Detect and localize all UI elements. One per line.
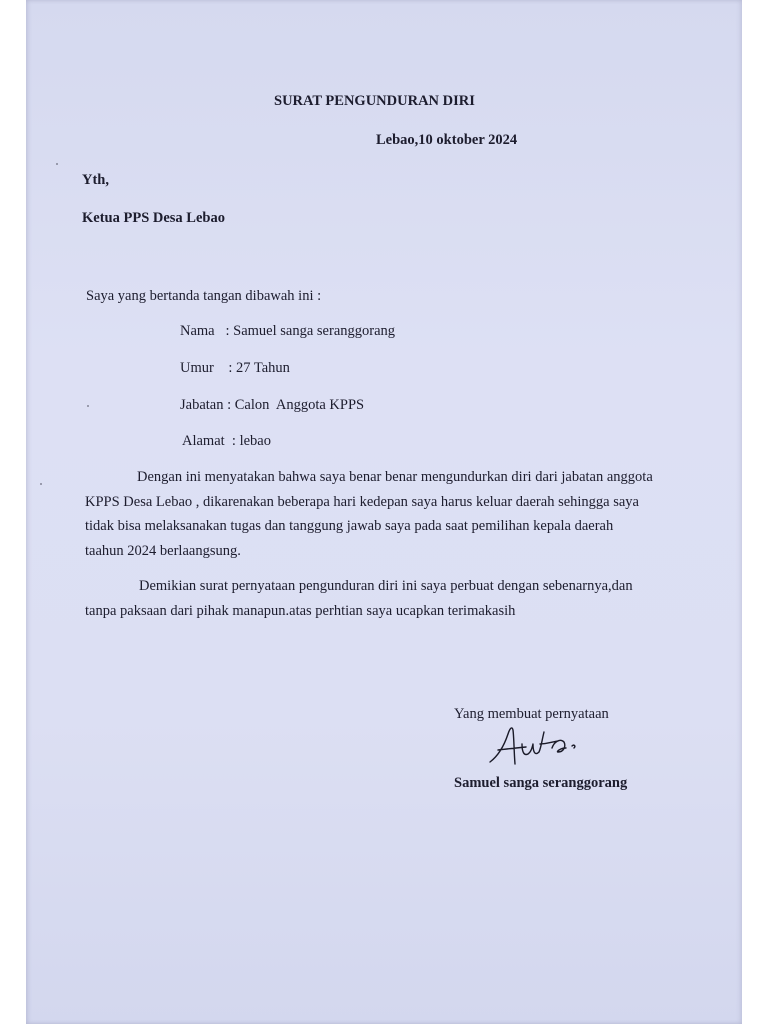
body-paragraph-1-line-4: taahun 2024 berlaangsung.	[85, 543, 241, 559]
recipient: Ketua PPS Desa Lebao	[82, 210, 225, 226]
field-address: Alamat : lebao	[182, 433, 271, 449]
letter-paper	[26, 0, 742, 1024]
paper-speck	[56, 163, 58, 165]
body-paragraph-1-line-3: tidak bisa melaksanakan tugas dan tanggung jawab saya pada saat pemilihan kepala daerah	[85, 518, 614, 534]
body-paragraph-2-line-2: tanpa paksaan dari pihak manapun.atas perhtian saya ucapkan terimakasih	[85, 603, 516, 619]
paper-speck	[87, 405, 89, 407]
body-paragraph-1-line-2: KPPS Desa Lebao , dikarenakan beberapa hari kedepan saya harus keluar daerah sehingga saya	[85, 494, 639, 510]
signatory-name: Samuel sanga seranggorang	[454, 775, 628, 791]
closing-line: Yang membuat pernyataan	[454, 706, 609, 722]
place-date: Lebao,10 oktober 2024	[376, 132, 518, 148]
intro-line: Saya yang bertanda tangan dibawah ini :	[86, 288, 322, 304]
signature-mark	[486, 722, 586, 774]
letter-title: SURAT PENGUNDURAN DIRI	[274, 93, 475, 109]
field-name: Nama : Samuel sanga seranggorang	[180, 323, 396, 339]
field-age: Umur : 27 Tahun	[180, 360, 290, 376]
body-paragraph-2-line-1: Demikian surat pernyataan pengunduran diri ini saya perbuat dengan sebenarnya,dan	[139, 578, 633, 594]
salutation: Yth,	[82, 172, 109, 188]
body-paragraph-1-line-1: Dengan ini menyatakan bahwa saya benar benar mengundurkan diri dari jabatan anggota	[137, 469, 653, 485]
field-position: Jabatan : Calon Anggota KPPS	[180, 397, 365, 413]
paper-speck	[40, 483, 42, 485]
